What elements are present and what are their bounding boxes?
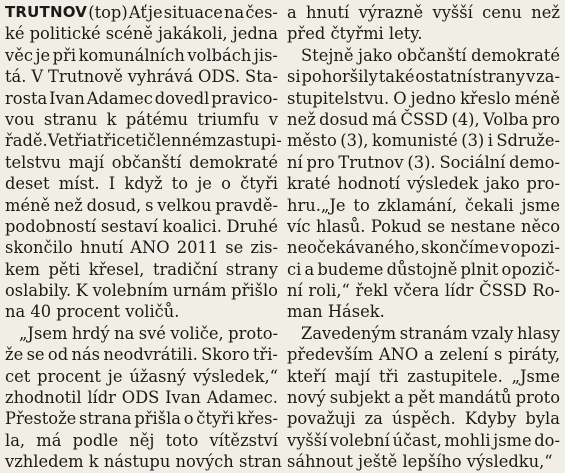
article-line: město (3), komunisté (3) i Sdruže-	[287, 131, 560, 151]
article-line: „Jsem hrdý na své voliče, proto-	[19, 323, 278, 343]
article-line: sáhnout ještě lepšího výsledku,“	[287, 452, 553, 472]
article-line: ké politické scéně jakákoli, jedna	[5, 24, 278, 44]
article-line: zhodnotil lídr ODS Ivan Adamec.	[5, 388, 278, 408]
article-line: řadě. Ve třiatřicetičlenném zastupi-	[5, 131, 282, 151]
article-line: ní roli,“ řekl včera lídr ČSSD Ro-	[287, 281, 560, 301]
article-line: stupitelstvu. O jedno křeslo méně	[287, 88, 560, 108]
article-line: že se od nás neodvrátili. Skoro tři-	[5, 345, 278, 365]
article-line: před čtyřmi lety.	[287, 24, 423, 44]
article-line: man Hásek.	[287, 302, 385, 322]
article-line: Stejně jako občanští demokraté	[301, 45, 560, 65]
article-line: kteří mají tři zastupitele. „Jsme	[287, 366, 560, 386]
article-line: vzhledem k nástupu nových stran	[5, 452, 282, 472]
article-column-right	[287, 2, 560, 471]
article-line: podobností sestaví koalici. Druhé	[5, 216, 278, 236]
dateline: TRUTNOV	[5, 3, 88, 21]
article-line: la, má podle něj toto vítězství	[5, 430, 278, 450]
article-line: cet procent je úžasný výsledek,“	[5, 366, 278, 386]
article-line: kem pěti křesel, tradiční strany	[5, 259, 278, 279]
article-line: především ANO a zelení s piráty,	[287, 345, 560, 365]
article-line: věc je při komunálních volbách jis-	[5, 45, 278, 65]
article-line: vyšší volební účast, mohli jsme do-	[287, 430, 560, 450]
article-line: Přestože strana přišla o čtyři křes-	[5, 409, 278, 429]
article-line: kraté hodnotí výsledek jako pro-	[287, 174, 560, 194]
article-line: ní pro Trutnov (3). Sociální demo-	[287, 152, 560, 172]
article-line: na 40 procent voličů.	[5, 302, 180, 322]
article-line: víc hlasů. Pokud se nestane něco	[287, 216, 560, 236]
article-line: tá. V Trutnově vyhrává ODS. Sta-	[5, 67, 278, 87]
article-line: nový subjekt a pět mandátů proto	[287, 388, 560, 408]
article-line: neočekávaného, skončíme v opozi-	[287, 238, 560, 258]
article-line: si pohoršily také ostatní strany v za-	[287, 67, 560, 87]
article-line: oslabily. K volebním urnám přišlo	[5, 281, 278, 301]
article-line: a hnutí výrazně vyšší cenu než	[287, 3, 560, 22]
article-line: ci a budeme důstojně plnit opozič-	[287, 259, 560, 279]
article-line: skončilo hnutí ANO 2011 se zis-	[5, 238, 278, 258]
article-line: než dosud má ČSSD (4), Volba pro	[287, 109, 560, 129]
article-line: rosta Ivan Adamec dovedl pravico-	[5, 88, 278, 108]
article-line: telstvu mají občanští demokraté	[5, 152, 278, 172]
article-line: méně než dosud, s velkou pravdě-	[5, 195, 278, 215]
article-line: Zavedeným stranám vzaly hlasy	[301, 323, 560, 343]
article-line: TRUTNOV (top) Ať je situace na čes-	[5, 3, 278, 22]
article-line: vou stranu k pátému triumfu v	[5, 109, 278, 129]
article-line: hru.„Je to zklamání, čekali jsme	[287, 195, 560, 215]
article-line: deset míst. I když to je o čtyři	[5, 174, 278, 194]
article-column-left	[5, 2, 282, 472]
article-line: považuji za úspěch. Kdyby byla	[287, 409, 560, 429]
